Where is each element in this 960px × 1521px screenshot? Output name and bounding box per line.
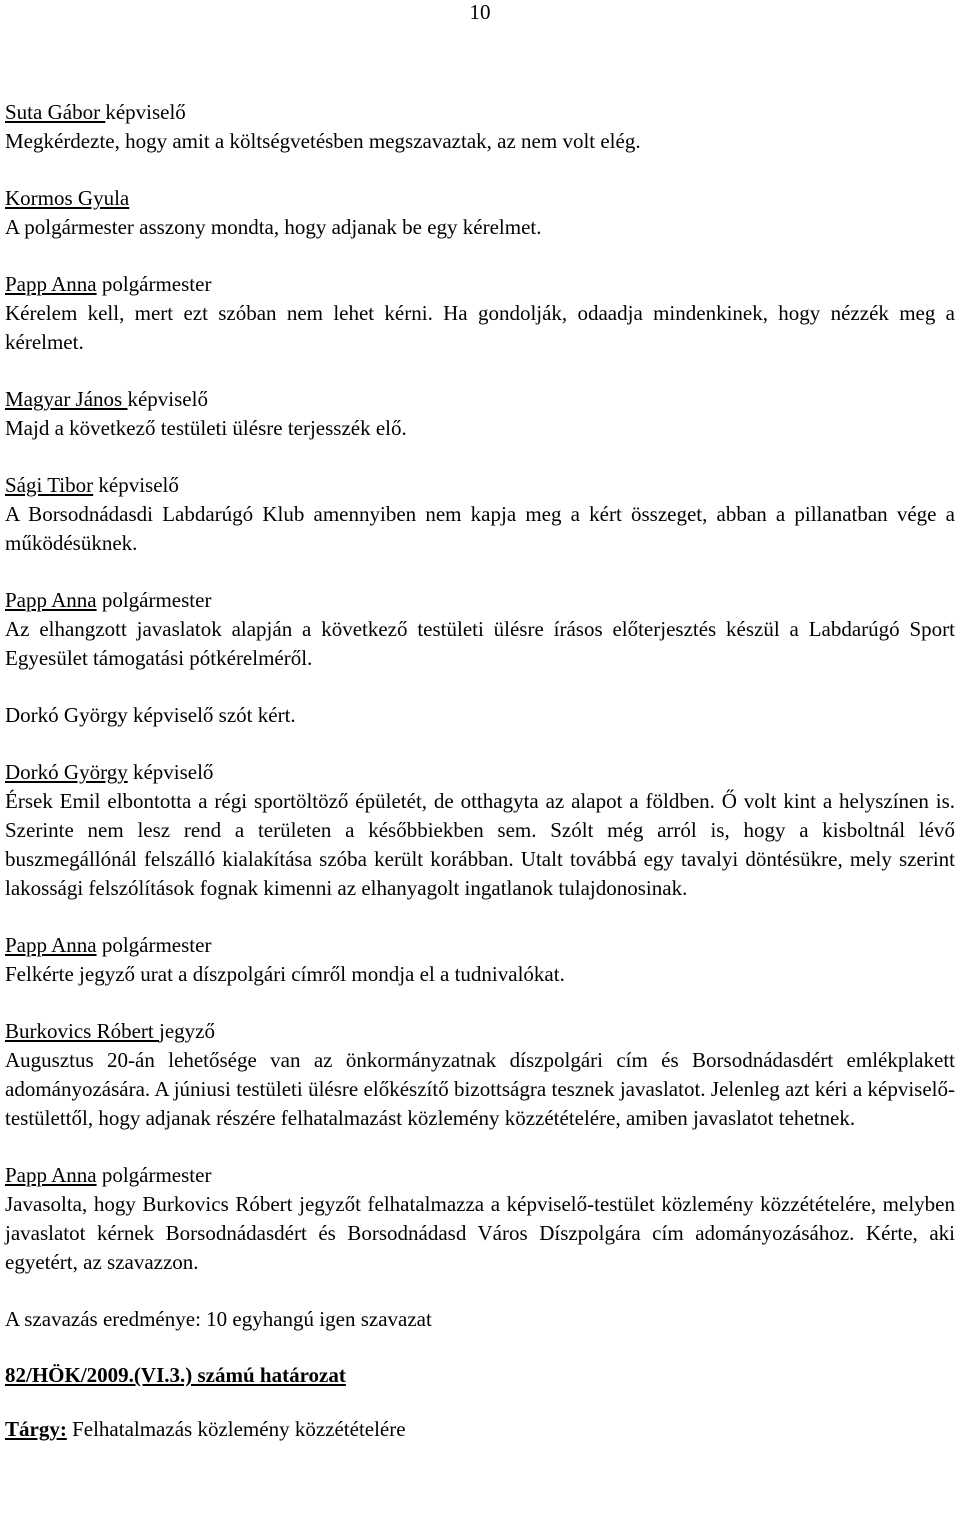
speech-text: Augusztus 20-án lehetősége van az önkormányzatnak díszpolgári cím és Borsodnádasdért emlékplakett adományozására. A júniusi testületi ülésre előkészítő bizottságra tesznek javaslatot. Jelenleg azt kéri a képviselő-testülettől, hogy adjanak részére felhatalmazást közlemény közzétételére, amiben javaslatot tehetnek. (5, 1048, 955, 1130)
speaker-line (5, 1017, 955, 1046)
speaker-line (5, 931, 955, 960)
speech-block-papp-2 (5, 586, 955, 673)
speaker-name: Papp Anna (5, 588, 97, 612)
speaker-line (5, 758, 955, 787)
speaker-name: Magyar János (5, 387, 128, 411)
speaker-role: képviselő (105, 100, 186, 124)
speech-block-kormos (5, 184, 955, 242)
speaker-line (5, 270, 955, 299)
speech-text: Megkérdezte, hogy amit a költségvetésben megszavaztak, az nem volt elég. (5, 129, 641, 153)
speech-text: A polgármester asszony mondta, hogy adjanak be egy kérelmet. (5, 215, 542, 239)
speaker-name: Burkovics Róbert (5, 1019, 159, 1043)
speaker-role: képviselő (93, 473, 179, 497)
speaker-role: polgármester (96, 933, 212, 957)
speech-text: Majd a következő testületi ülésre terjesszék elő. (5, 416, 407, 440)
speech-text: Érsek Emil elbontotta a régi sportöltöző épületét, de otthagyta az alapot a földben. Ő volt kint a helyszínen is. Szerinte nem lesz rend a területen a későbbiekben sem. Szólt még arról is, hogy a kisboltnál lévő buszmegállónál felszálló kialakítása szóba került korábban. Utalt továbbá egy tavalyi döntésükre, mely szerint lakossági felszólítások fognak kimenni az elhanyagolt ingatlanok tulajdonosinak. (5, 789, 955, 900)
speech-block-papp-1 (5, 270, 955, 357)
speaker-name: Papp Anna (5, 933, 97, 957)
speaker-name: Sági Tibor (5, 473, 94, 497)
speaker-role: jegyző (158, 1019, 215, 1043)
speech-text: Javasolta, hogy Burkovics Róbert jegyzőt felhatalmazza a képviselő-testület közlemény közzétételére, melyben javaslatot kérnek Borsodnádasdért és Borsodnádasd Város Díszpolgára cím adományozásához. Kérte, aki egyetért, az szavazzon. (5, 1192, 955, 1274)
document-body (5, 98, 955, 1444)
note-dorko-request (5, 701, 955, 730)
speech-block-papp-4 (5, 1161, 955, 1277)
speech-block-burkovics (5, 1017, 955, 1133)
speaker-role: polgármester (96, 272, 212, 296)
speech-block-sagi (5, 471, 955, 558)
speech-block-dorko (5, 758, 955, 903)
speech-text: Kérelem kell, mert ezt szóban nem lehet kérni. Ha gondolják, odaadja mindenkinek, hogy nézzék meg a kérelmet. (5, 301, 955, 354)
speaker-name: Papp Anna (5, 1163, 97, 1187)
speaker-role: képviselő (127, 760, 214, 784)
page-number: 10 (469, 0, 491, 24)
speech-block-magyar (5, 385, 955, 443)
speaker-line (5, 471, 955, 500)
subject-text: Felhatalmazás közlemény közzétételére (66, 1417, 406, 1441)
subject-line (5, 1415, 955, 1444)
speech-block-suta (5, 98, 955, 156)
speaker-name: Papp Anna (5, 272, 97, 296)
speaker-line (5, 1161, 955, 1190)
resolution-title: 82/HÖK/2009.(VI.3.) számú határozat (5, 1363, 346, 1387)
speaker-line (5, 98, 955, 127)
speaker-name: Kormos Gyula (5, 186, 130, 210)
speaker-name: Dorkó György (5, 760, 128, 784)
speaker-line (5, 184, 955, 213)
speaker-role: polgármester (96, 1163, 212, 1187)
speaker-name: Suta Gábor (5, 100, 106, 124)
speaker-line (5, 586, 955, 615)
speech-text: A Borsodnádasdi Labdarúgó Klub amennyiben nem kapja meg a kért összeget, abban a pillanatban vége a működésüknek. (5, 502, 955, 555)
speech-text: Az elhangzott javaslatok alapján a következő testületi ülésre írásos előterjesztés készül a Labdarúgó Sport Egyesület támogatási pótkérelméről. (5, 617, 955, 670)
speaker-line (5, 385, 955, 414)
speech-text: Felkérte jegyző urat a díszpolgári címről mondja el a tudnivalókat. (5, 962, 565, 986)
speaker-role: képviselő (127, 387, 208, 411)
speaker-role: polgármester (96, 588, 212, 612)
speech-block-papp-3 (5, 931, 955, 989)
vote-result: A szavazás eredménye: 10 egyhangú igen szavazat (5, 1307, 432, 1331)
subject-label: Tárgy: (5, 1417, 67, 1441)
note-text: Dorkó György képviselő szót kért. (5, 703, 296, 727)
